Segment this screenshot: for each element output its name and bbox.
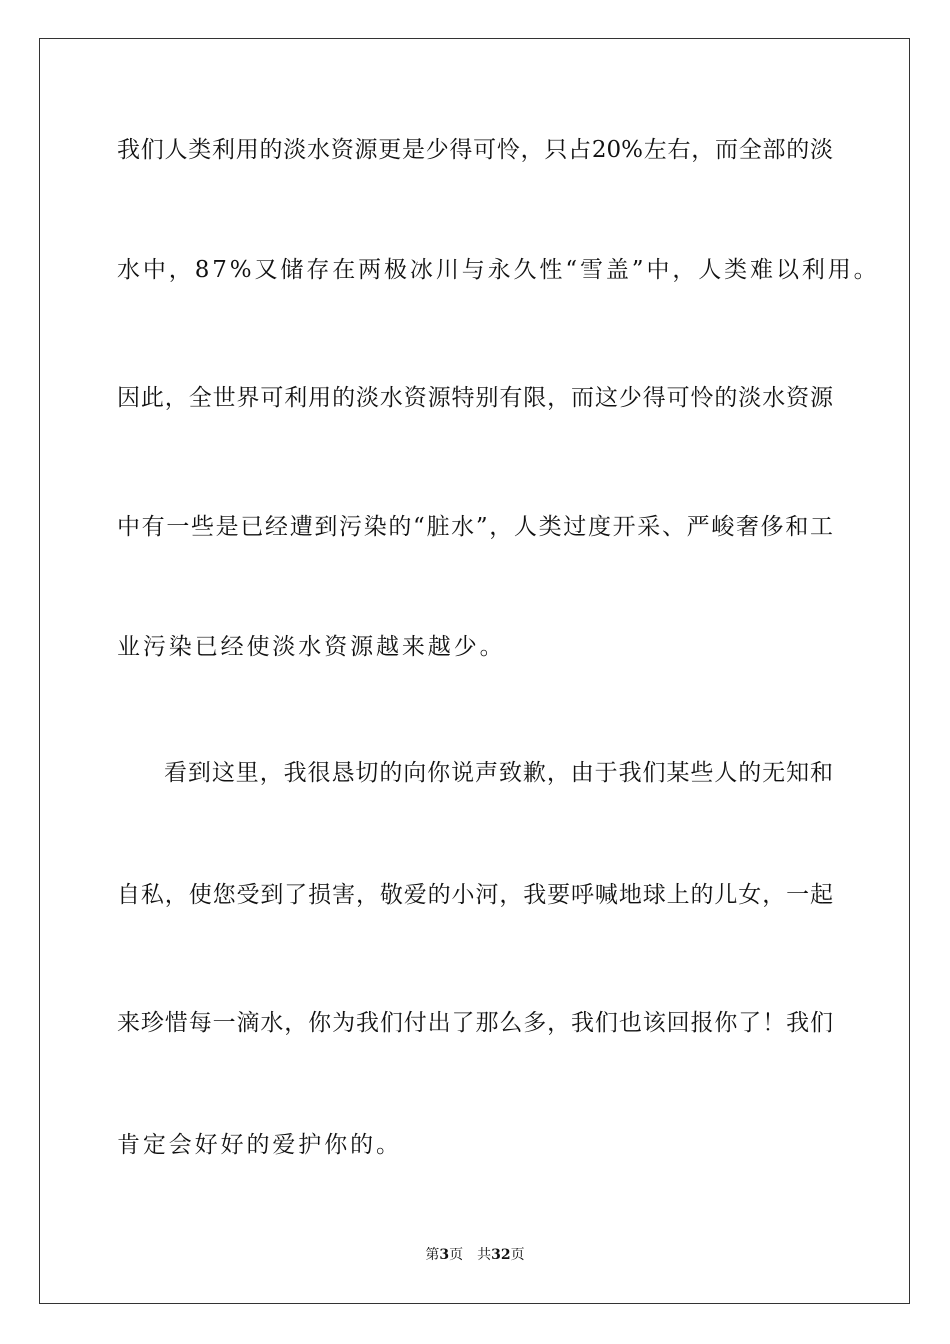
- footer-total-number: 32: [491, 1247, 511, 1263]
- footer-page-number: 3: [439, 1247, 450, 1263]
- text-line-8: 来珍惜每一滴水，你为我们付出了那么多，我们也该回报你了！我们: [117, 1010, 833, 1036]
- footer-page-prefix: 第: [425, 1247, 440, 1263]
- text-line-3: 因此，全世界可利用的淡水资源特别有限，而这少得可怜的淡水资源: [117, 385, 833, 411]
- text-line-5: 业污染已经使淡水资源越来越少。: [117, 634, 506, 660]
- footer-total-prefix: 共: [477, 1247, 492, 1263]
- text-line-1: 我们人类利用的淡水资源更是少得可怜，只占20%左右，而全部的淡: [117, 137, 833, 163]
- footer-total-suffix: 页: [510, 1247, 525, 1263]
- page-footer: [0, 1245, 950, 1265]
- text-line-9: 肯定会好好的爱护你的。: [117, 1132, 402, 1158]
- page-border: [39, 38, 910, 1304]
- text-line-7: 自私，使您受到了损害，敬爱的小河，我要呼喊地球上的儿女，一起: [117, 882, 833, 908]
- footer-page-suffix: 页: [449, 1247, 464, 1263]
- text-line-4: 中有一些是已经遭到污染的“脏水”，人类过度开采、严峻奢侈和工: [117, 514, 833, 540]
- text-line-2: 水中，87%又储存在两极冰川与永久性“雪盖”中，人类难以利用。: [117, 257, 880, 283]
- text-line-6: 看到这里，我很恳切的向你说声致歉，由于我们某些人的无知和: [164, 760, 833, 786]
